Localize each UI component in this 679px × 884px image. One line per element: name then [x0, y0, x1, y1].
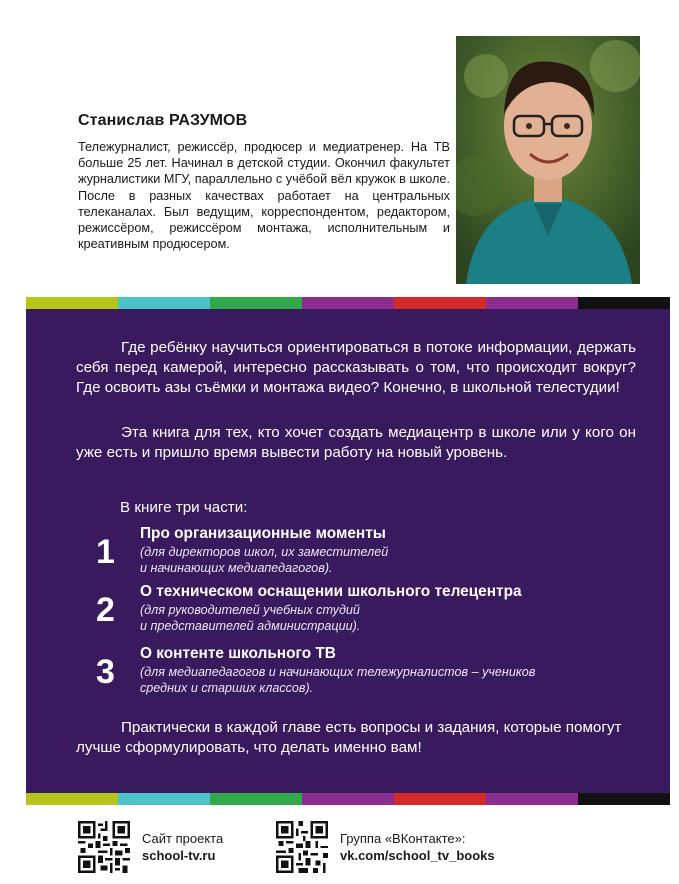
site-label: Сайт проекта	[142, 831, 224, 846]
stripe-segment	[486, 297, 578, 309]
stripe-segment	[578, 297, 670, 309]
stripe-segment	[26, 793, 118, 805]
stripe-segment	[26, 297, 118, 309]
part-number: 2	[96, 591, 115, 629]
part-title: Про организационные моменты	[140, 525, 386, 542]
stripe-segment	[578, 793, 670, 805]
part-item	[96, 645, 636, 703]
author-name: Станислав РАЗУМОВ	[78, 112, 248, 129]
stripe-segment	[118, 297, 210, 309]
vk-group-url-link[interactable]: vk.com/school_tv_books	[340, 848, 495, 863]
stripe-segment	[302, 297, 394, 309]
part-title: О техническом оснащении школьного телецентра	[140, 583, 522, 600]
stripe-segment	[486, 793, 578, 805]
stripe-segment	[394, 793, 486, 805]
author-block	[78, 112, 450, 252]
description-panel	[26, 309, 670, 793]
part-title: О контенте школьного ТВ	[140, 645, 336, 662]
part-description: (для директоров школ, их заместителей и начинающих медиапедагогов).	[140, 545, 389, 575]
part-number: 1	[96, 533, 115, 571]
part-number: 3	[96, 653, 115, 691]
stripe-segment	[394, 297, 486, 309]
part-item	[96, 525, 636, 583]
author-photo	[456, 36, 640, 284]
part-description: (для медиапедагогов и начинающих тележурналистов – учеников средних и старших классов).	[140, 665, 536, 695]
stripe-segment	[210, 793, 302, 805]
qr-code-icon[interactable]	[276, 821, 328, 873]
parts-heading: В книге три части:	[120, 499, 248, 516]
color-stripe-bottom	[26, 793, 670, 805]
vk-group-label: Группа «ВКонтакте»:	[340, 831, 466, 846]
stripe-segment	[118, 793, 210, 805]
intro-paragraph-2: Эта книга для тех, кто хочет создать медиацентр в школе или у кого он уже есть и пришло время вывести работу на новый уровень.	[76, 424, 636, 461]
part-item	[96, 583, 636, 641]
site-url-link[interactable]: school-tv.ru	[142, 848, 216, 863]
stripe-segment	[302, 793, 394, 805]
part-description: (для руководителей учебных студий и представителей администрации).	[140, 603, 361, 633]
qr-code-icon[interactable]	[78, 821, 130, 873]
intro-paragraph-1: Где ребёнку научиться ориентироваться в потоке информации, держать себя перед камерой, интересно рассказывать о том, что происходит вокруг? Где освоить азы съёмки и монтажа видео? Конечно, в школьной телестудии!	[76, 339, 636, 396]
vk-group-block[interactable]	[276, 821, 495, 873]
color-stripe-top	[26, 297, 670, 309]
closing-paragraph: Практически в каждой главе есть вопросы и задания, которые помогут лучше сформулировать, что делать именно вам!	[76, 719, 622, 756]
site-link-block[interactable]	[78, 821, 223, 873]
author-bio: Тележурналист, режиссёр, продюсер и медиатренер. На ТВ больше 25 лет. Начинал в детской студии. Окончил факультет журналистики МГУ, параллельно с учёбой вёл кружок в школе. После в разных качествах работает на центральных телеканалах. Был ведущим, корреспондентом, редактором, режиссёром, режиссёром монтажа, исполнительным и креативным продюсером.	[78, 140, 450, 252]
stripe-segment	[210, 297, 302, 309]
